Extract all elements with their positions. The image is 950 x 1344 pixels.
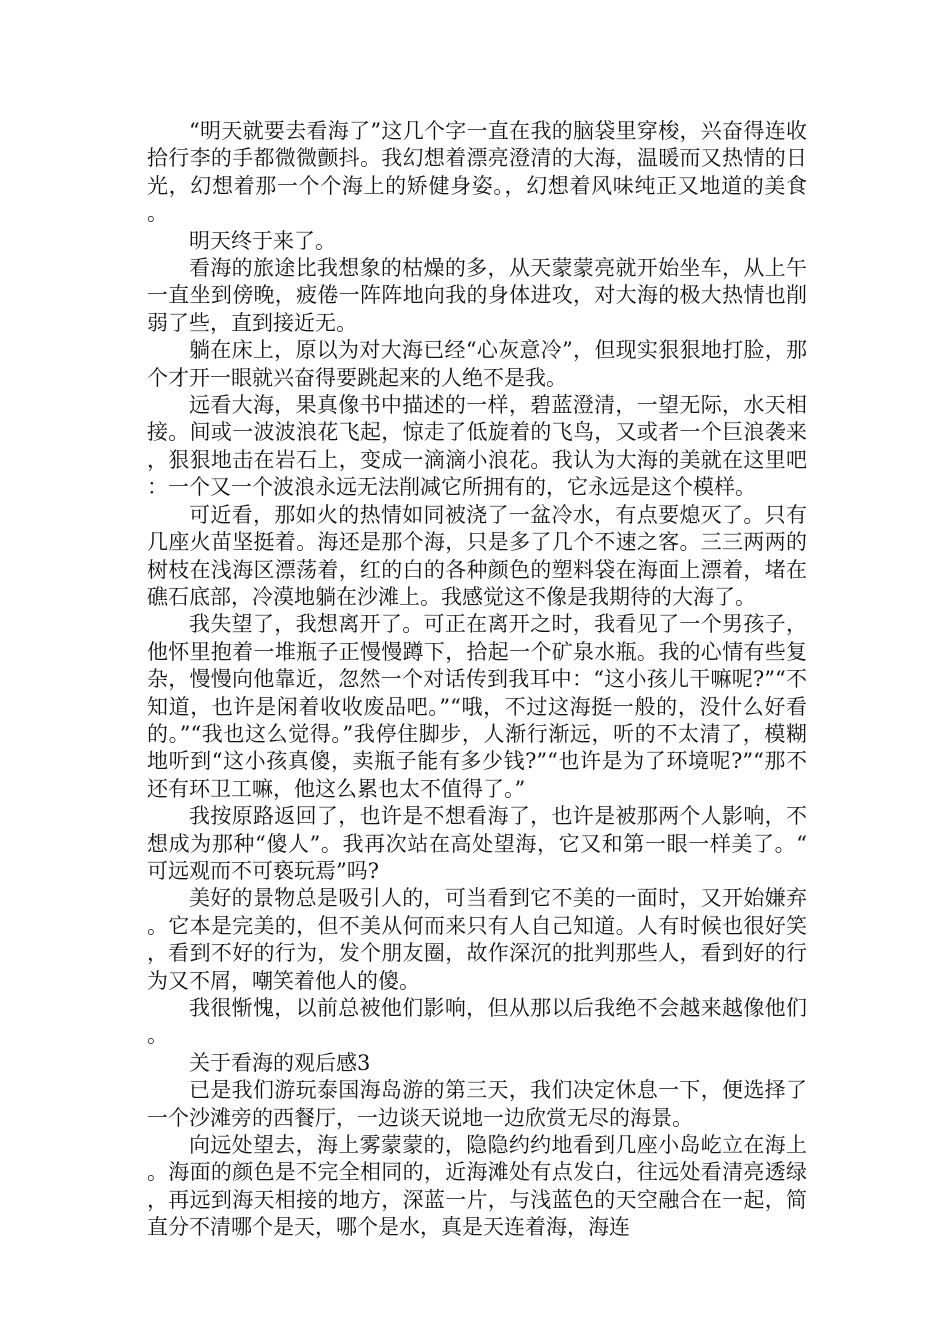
paragraph-2: 明天终于来了。 [189, 228, 336, 253]
paragraph-12: 向远处望去，海上雾蒙蒙的，隐隐约约地看到几座小岛屹立在海上。海面的颜色是不完全相同的，近海滩处有点发白，往远处看清亮透绿，再远到海天相接的地方，深蓝一片，与浅蓝色的天空融合在一起，简直分不清哪个是天，哪个是水，真是天连着海，海连 [147, 1133, 807, 1240]
paragraph-10: 我很惭愧，以前总被他们影响，但从那以后我绝不会越来越像他们。 [147, 996, 807, 1048]
paragraph-4: 躺在床上，原以为对大海已经“心灰意冷”，但现实狠狠地打脸，那个才开一眼就兴奋得要跳起来的人绝不是我。 [147, 338, 807, 390]
paragraph-3: 看海的旅途比我想象的枯燥的多，从天蒙蒙亮就开始坐车，从上午一直坐到傍晚，疲倦一阵阵地向我的身体进攻，对大海的极大热情也削弱了些，直到接近无。 [147, 256, 807, 335]
paragraph-1: “明天就要去看海了”这几个字一直在我的脑袋里穿梭，兴奋得连收拾行李的手都微微颤抖。我幻想着漂亮澄清的大海，温暖而又热情的日光，幻想着那一个个海上的矫健身姿。，幻想着风味纯正又地道的美食。 [147, 119, 807, 226]
document-page [147, 118, 807, 1242]
paragraph-6: 可近看，那如火的热情如同被浇了一盆冷水，有点要熄灭了。只有几座火苗坚挺着。海还是那个海，只是多了几个不速之客。三三两两的树枝在浅海区漂荡着，红的白的各种颜色的塑料袋在海面上漂着，堵在礁石底部，冷漠地躺在沙滩上。我感觉这不像是我期待的大海了。 [147, 502, 807, 609]
paragraph-11: 已是我们游玩泰国海岛游的第三天，我们决定休息一下，便选择了一个沙滩旁的西餐厅，一边谈天说地一边欣赏无尽的海景。 [147, 1078, 807, 1130]
paragraph-9: 美好的景物总是吸引人的，可当看到它不美的一面时，又开始嫌弃。它本是完美的，但不美从何而来只有人自己知道。人有时候也很好笑，看到不好的行为，发个朋友圈，故作深沉的批判那些人，看到好的行为又不屑，嘲笑着他人的傻。 [147, 886, 807, 993]
section-heading: 关于看海的观后感3 [189, 1050, 371, 1075]
paragraph-7: 我失望了，我想离开了。可正在离开之时，我看见了一个男孩子，他怀里抱着一堆瓶子正慢慢蹲下，拾起一个矿泉水瓶。我的心情有些复杂，慢慢向他靠近，忽然一个对话传到我耳中：“这小孩儿干嘛呢?”“不知道，也许是闲着收收废品吧。”“哦，不过这海挺一般的，没什么好看的。”“我也这么觉得。”我停住脚步，人渐行渐远，听的不太清了，模糊地听到“这小孩真傻，卖瓶子能有多少钱?”“也许是为了环境呢?”“那不还有环卫工嘛，他这么累也太不值得了。” [147, 612, 807, 801]
paragraph-8: 我按原路返回了，也许是不想看海了，也许是被那两个人影响，不想成为那种“傻人”。我再次站在高处望海，它又和第一眼一样美了。“可远观而不可亵玩焉”吗? [147, 804, 807, 883]
paragraph-5: 远看大海，果真像书中描述的一样，碧蓝澄清，一望无际，水天相接。间或一波波浪花飞起，惊走了低旋着的飞鸟，又或者一个巨浪袭来，狠狠地击在岩石上，变成一滴滴小浪花。我认为大海的美就在这里吧：一个又一个波浪永远无法削减它所拥有的，它永远是这个模样。 [147, 393, 807, 500]
